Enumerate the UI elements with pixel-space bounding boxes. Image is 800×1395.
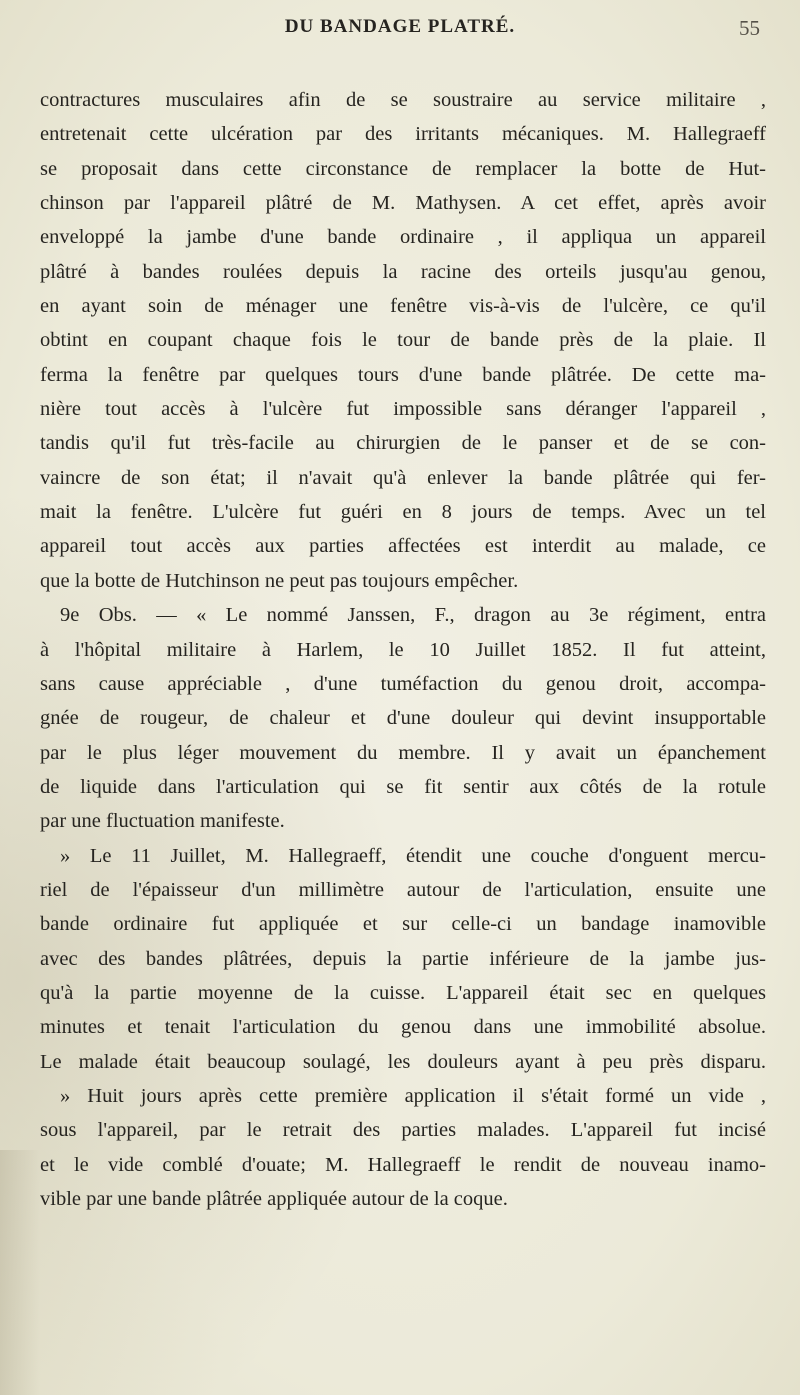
text-line: gnée de rougeur, de chaleur et d'une douleur qui devint insupportable (40, 707, 766, 730)
text-line: bande ordinaire fut appliquée et sur celle-ci un bandage inamovible (40, 913, 766, 936)
text-line: avec des bandes plâtrées, depuis la partie inférieure de la jambe jus- (40, 947, 766, 970)
text-line: chinson par l'appareil plâtré de M. Mathysen. A cet effet, après avoir (40, 192, 766, 215)
text-line: » Huit jours après cette première application il s'était formé un vide , (60, 1084, 766, 1107)
text-line: tandis qu'il fut très-facile au chirurgien de le panser et de se con- (40, 432, 766, 455)
page-edge-shadow (0, 1150, 40, 1395)
text-line: se proposait dans cette circonstance de remplacer la botte de Hut- (40, 157, 766, 180)
text-line: sous l'appareil, par le retrait des parties malades. L'appareil fut incisé (40, 1119, 766, 1142)
text-line: qu'à la partie moyenne de la cuisse. L'appareil était sec en quelques (40, 981, 766, 1004)
body-text (40, 83, 766, 1216)
text-line: par le plus léger mouvement du membre. Il y avait un épanchement (40, 741, 766, 764)
text-line: de liquide dans l'articulation qui se fit sentir aux côtés de la rotule (40, 775, 766, 798)
text-line: nière tout accès à l'ulcère fut impossible sans déranger l'appareil , (40, 398, 766, 421)
running-head (0, 12, 800, 40)
text-line: riel de l'épaisseur d'un millimètre autour de l'articulation, ensuite une (40, 878, 766, 901)
text-line: sans cause appréciable , d'une tuméfaction du genou droit, accompa- (40, 672, 766, 695)
text-line: en ayant soin de ménager une fenêtre vis-à-vis de l'ulcère, ce qu'il (40, 295, 766, 318)
text-line: plâtré à bandes roulées depuis la racine des orteils jusqu'au genou, (40, 260, 766, 283)
page-number: 55 (739, 16, 760, 40)
text-line: obtint en coupant chaque fois le tour de bande près de la plaie. Il (40, 329, 766, 352)
text-line: minutes et tenait l'articulation du genou dans une immobilité absolue. (40, 1016, 766, 1039)
text-line: et le vide comblé d'ouate; M. Hallegraeff le rendit de nouveau inamo- (40, 1153, 766, 1176)
text-line: à l'hôpital militaire à Harlem, le 10 Juillet 1852. Il fut atteint, (40, 638, 766, 661)
text-line: » Le 11 Juillet, M. Hallegraeff, étendit une couche d'onguent mercu- (60, 844, 766, 867)
text-line: enveloppé la jambe d'une bande ordinaire , il appliqua un appareil (40, 226, 766, 249)
text-line: que la botte de Hutchinson ne peut pas toujours empêcher. (40, 569, 519, 592)
text-line: ferma la fenêtre par quelques tours d'une bande plâtrée. De cette ma- (40, 363, 766, 386)
text-line: par une fluctuation manifeste. (40, 810, 285, 833)
text-line: vible par une bande plâtrée appliquée autour de la coque. (40, 1188, 508, 1210)
text-line: 9e Obs. — « Le nommé Janssen, F., dragon au 3e régiment, entra (60, 604, 766, 627)
text-line: appareil tout accès aux parties affectées est interdit au malade, ce (40, 535, 766, 558)
text-line: entretenait cette ulcération par des irritants mécaniques. M. Hallegraeff (40, 123, 766, 146)
running-title: DU BANDAGE PLATRÉ. (284, 16, 516, 37)
text-line: vaincre de son état; il n'avait qu'à enlever la bande plâtrée qui fer- (40, 466, 766, 489)
text-line: Le malade était beaucoup soulagé, les douleurs ayant à peu près disparu. (40, 1050, 766, 1073)
text-line: mait la fenêtre. L'ulcère fut guéri en 8 jours de temps. Avec un tel (40, 501, 766, 524)
text-line: contractures musculaires afin de se soustraire au service militaire , (40, 89, 766, 111)
